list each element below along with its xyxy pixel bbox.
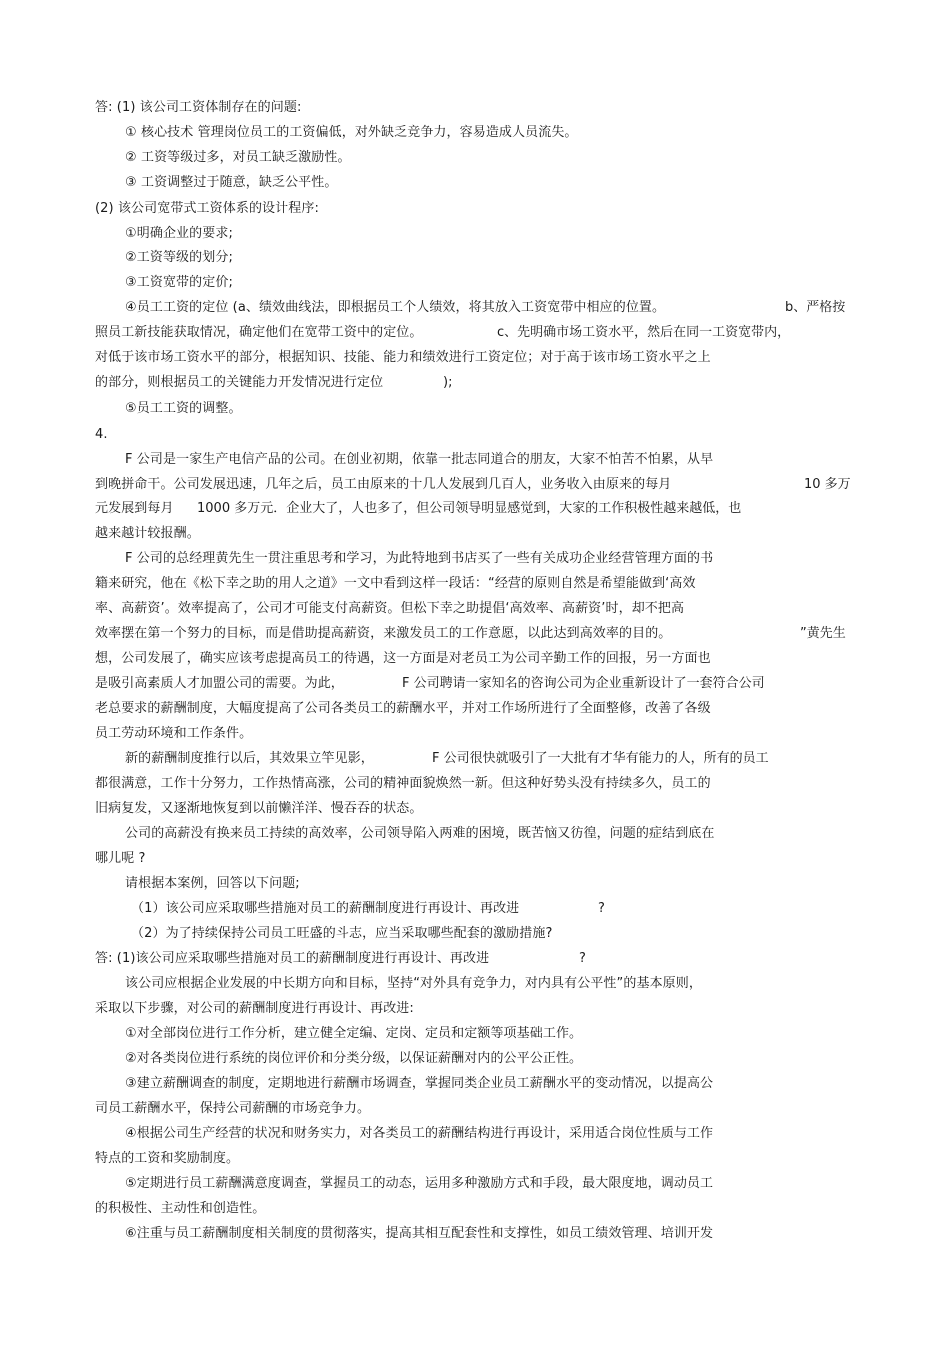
case-para-2-line2: 籍来研究，他在《松下幸之助的用人之道》一文中看到这样一段话：“经营的原则自然是希望能做到‘高效 — [95, 576, 696, 591]
case-para-3-line2: 都很满意，工作十分努力，工作热情高涨，公司的精神面貌焕然一新。但这种好势头没有持续多久，员工的 — [95, 776, 711, 791]
case-para-2-line7: 老总要求的薪酬制度，大幅度提高了公司各类员工的薪酬水平，并对工作场所进行了全面整修，改善了各级 — [95, 701, 711, 716]
answer-heading-1: 答: (1) 该公司工资体制存在的问题: — [95, 100, 302, 115]
answer-item-2-4-line2-tail: c、先明确市场工资水平，然后在同一工资宽带内， — [497, 325, 791, 340]
answer-para-line1: 该公司应根据企业发展的中长期方向和目标，坚持“对外具有竞争力，对内具有公平性”的基本原则， — [125, 976, 702, 991]
case-para-2-line6-tail: F 公司聘请一家知名的咨询公司为企业重新设计了一套符合公司 — [402, 676, 765, 691]
question-1-mark: ? — [598, 901, 605, 916]
answer-item-2-4-line4: 的部分，则根据员工的关键能力开发情况进行定位 — [95, 375, 384, 390]
step-4-line1: ④根据公司生产经营的状况和财务实力，对各类员工的薪酬结构进行再设计，采用适合岗位性质与工作 — [125, 1126, 714, 1141]
case-para-2-line4: 效率摆在第一个努力的目标，而是借助提高薪资，来激发员工的工作意愿，以此达到高效率的目的。 — [95, 626, 672, 641]
case-para-2-line4-tail: ”黄先生 — [800, 626, 846, 641]
case-para-2-line1: F 公司的总经理黄先生一贯注重思考和学习，为此特地到书店买了一些有关成功企业经营管理方面的书 — [125, 551, 714, 566]
answer-heading-2: (2) 该公司宽带式工资体系的设计程序: — [95, 201, 319, 216]
step-5-line2: 的积极性、主动性和创造性。 — [95, 1201, 266, 1216]
answer-heading-3: 答: (1)该公司应采取哪些措施对员工的薪酬制度进行再设计、再改进 — [95, 951, 490, 966]
case-para-2-line8: 员工劳动环境和工作条件。 — [95, 726, 253, 741]
answer-item-2-5: ⑤员工工资的调整。 — [125, 401, 242, 416]
question-1: （1）该公司应采取哪些措施对员工的薪酬制度进行再设计、再改进 — [131, 901, 520, 916]
case-para-4-line2: 哪儿呢 ? — [95, 851, 146, 866]
answer-item-2-4-line3: 对低于该市场工资水平的部分，根据知识、技能、能力和绩效进行工资定位；对于高于该市场工资水平之上 — [95, 350, 711, 365]
answer-item-2-3: ③工资宽带的定价; — [125, 275, 233, 290]
case-para-2-line5: 想，公司发展了，确实应该考虑提高员工的待遇，这一方面是对老员工为公司辛勤工作的回报，另一方面也 — [95, 651, 711, 666]
case-para-2-line6: 是吸引高素质人才加盟公司的需要。为此， — [95, 676, 344, 691]
answer-item-1-2: ② 工资等级过多，对员工缺乏激励性。 — [125, 150, 351, 165]
step-6-line1: ⑥注重与员工薪酬制度相关制度的贯彻落实，提高其相互配套性和支撑性，如员工绩效管理、培训开发 — [125, 1226, 714, 1241]
answer-item-2-4-line2: 照员工新技能获取情况，确定他们在宽带工资中的定位。 — [95, 325, 423, 340]
answer-item-2-4-line4-tail: ); — [443, 375, 453, 390]
answer-item-2-4-line1-tail: b、严格按 — [785, 300, 846, 315]
answer-item-2-1: ①明确企业的要求; — [125, 226, 233, 241]
answer-heading-3-mark: ? — [579, 951, 586, 966]
answer-para-line2: 采取以下步骤，对公司的薪酬制度进行再设计、再改进: — [95, 1001, 414, 1016]
case-para-1-line4: 越来越计较报酬。 — [95, 526, 200, 541]
step-2: ②对各类岗位进行系统的岗位评价和分类分级，以保证薪酬对内的公平公正性。 — [125, 1051, 583, 1066]
step-5-line1: ⑤定期进行员工薪酬满意度调查，掌握员工的动态，运用多种激励方式和手段，最大限度地，调动员工 — [125, 1176, 714, 1191]
case-para-3-line1: 新的薪酬制度推行以后，其效果立竿见影， — [125, 751, 374, 766]
case-para-2-line3: 率、高薪资’。效率提高了，公司才可能支付高薪资。但松下幸之助提倡‘高效率、高薪资’时，却不把高 — [95, 601, 685, 616]
case-para-3-line1-tail: F 公司很快就吸引了一大批有才华有能力的人，所有的员工 — [432, 751, 769, 766]
question-number: 4. — [95, 427, 108, 442]
question-2: （2）为了持续保持公司员工旺盛的斗志，应当采取哪些配套的激励措施? — [131, 926, 553, 941]
questions-intro: 请根据本案例，回答以下问题; — [125, 876, 300, 891]
answer-item-1-1: ① 核心技术 管理岗位员工的工资偏低，对外缺乏竞争力，容易造成人员流失。 — [125, 125, 578, 140]
case-para-1-line2: 到晚拼命干。公司发展迅速，几年之后，员工由原来的十几人发展到几百人，业务收入由原来的每月 — [95, 477, 672, 492]
answer-item-2-4-line1: ④员工工资的定位 (a、绩效曲线法，即根据员工个人绩效，将其放入工资宽带中相应的位置。 — [125, 300, 666, 315]
answer-item-1-3: ③ 工资调整过于随意，缺乏公平性。 — [125, 175, 338, 190]
case-para-1-line2-tail: 10 多万 — [804, 477, 851, 492]
case-para-4-line1: 公司的高薪没有换来员工持续的高效率，公司领导陷入两难的困境，既苦恼又彷徨，问题的症结到底在 — [125, 826, 715, 841]
step-3-line1: ③建立薪酬调查的制度，定期地进行薪酬市场调查，掌握同类企业员工薪酬水平的变动情况，以提高公 — [125, 1076, 714, 1091]
case-para-1-line3: 元发展到每月 — [95, 501, 174, 516]
step-4-line2: 特点的工资和奖励制度。 — [95, 1151, 240, 1166]
step-1: ①对全部岗位进行工作分析，建立健全定编、定岗、定员和定额等项基础工作。 — [125, 1026, 583, 1041]
answer-item-2-2: ②工资等级的划分; — [125, 250, 233, 265]
step-3-line2: 司员工薪酬水平，保持公司薪酬的市场竞争力。 — [95, 1101, 371, 1116]
case-para-1-line3-tail: 1000 多万元．企业大了，人也多了，但公司领导明显感觉到，大家的工作积极性越来越低，也 — [197, 501, 742, 516]
case-para-1-line1: F 公司是一家生产电信产品的公司。在创业初期，依靠一批志同道合的朋友，大家不怕苦不怕累，从早 — [125, 452, 714, 467]
case-para-3-line3: 旧病复发，又逐渐地恢复到以前懒洋洋、慢吞吞的状态。 — [95, 801, 423, 816]
